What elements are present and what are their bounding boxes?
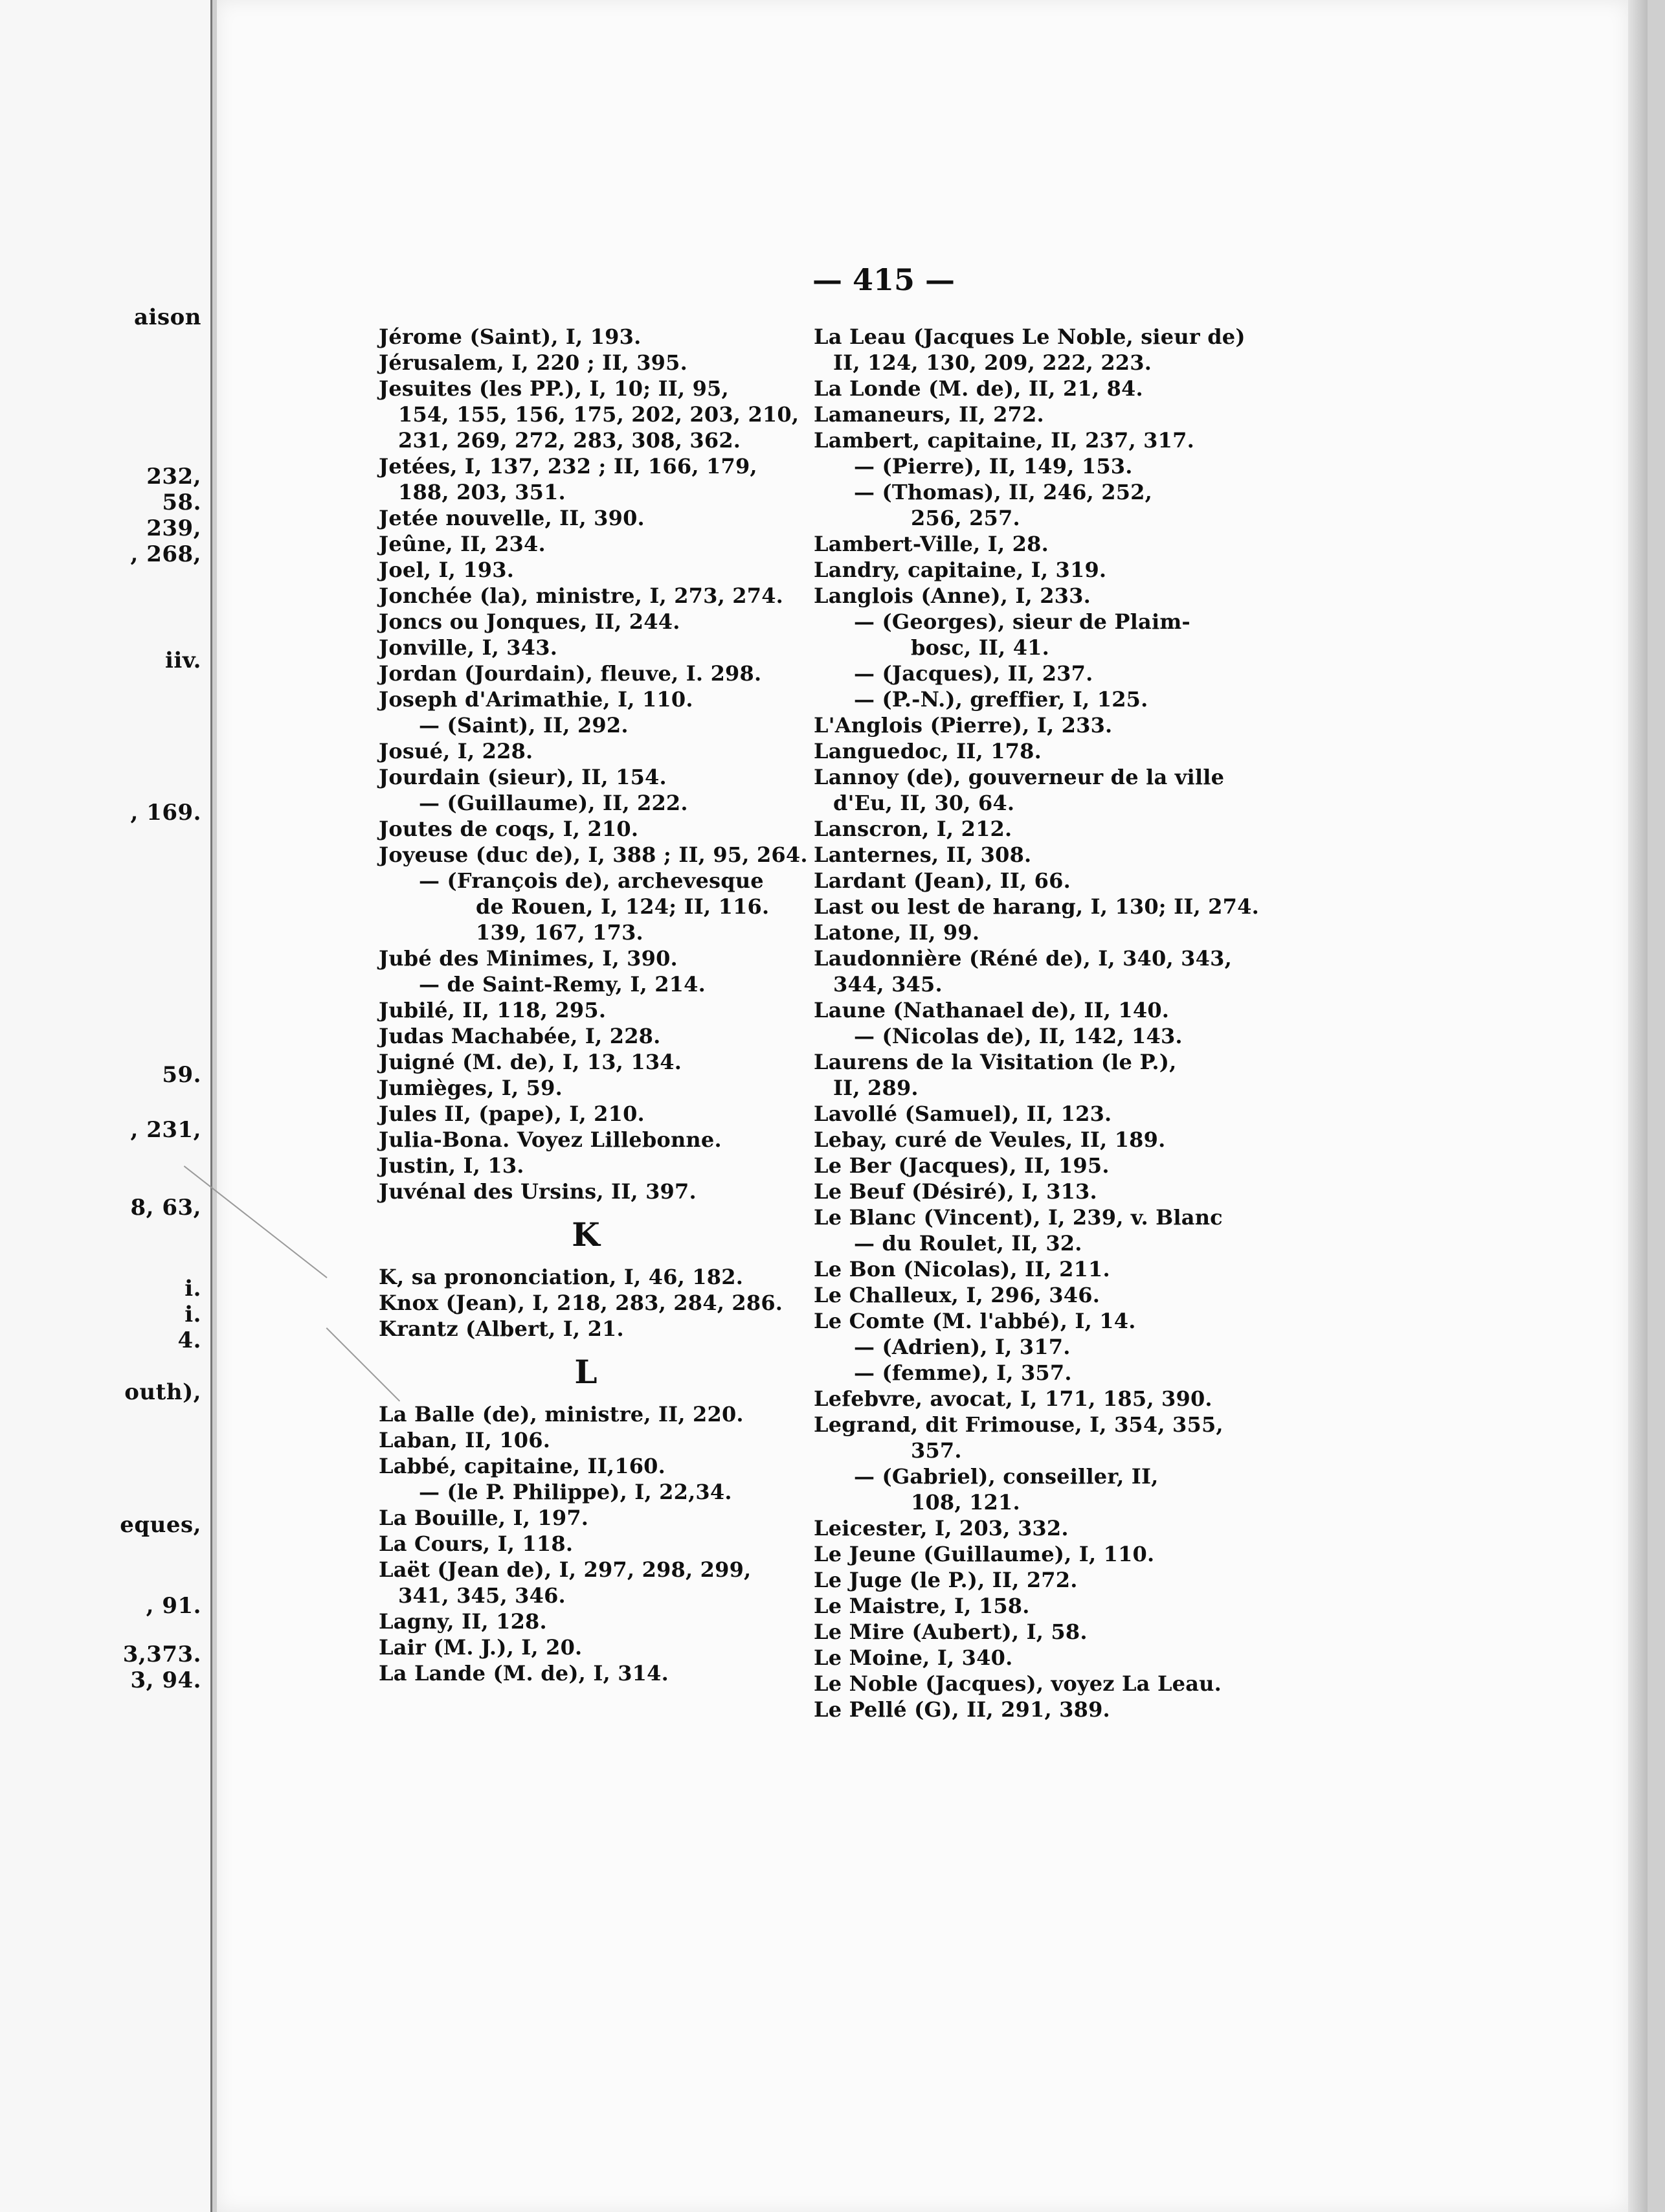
index-entry: L'Anglois (Pierre), I, 233. [814, 713, 1113, 738]
index-entry: Julia-Bona. Voyez Lillebonne. [379, 1127, 722, 1152]
index-entry: La Londe (M. de), II, 21, 84. [814, 376, 1143, 401]
index-entry: Lavollé (Samuel), II, 123. [814, 1101, 1112, 1126]
index-entry: Jubé des Minimes, I, 390. [379, 946, 678, 971]
index-entry: Jonville, I, 343. [379, 635, 558, 660]
index-entry: Le Mire (Aubert), I, 58. [814, 1620, 1088, 1644]
index-entry: 154, 155, 156, 175, 202, 203, 210, [398, 402, 799, 427]
index-entry: — (Adrien), I, 317. [854, 1335, 1071, 1359]
index-entry: — (Pierre), II, 149, 153. [854, 454, 1133, 479]
index-entry: Joseph d'Arimathie, I, 110. [379, 687, 693, 712]
index-entry: Lebay, curé de Veules, II, 189. [814, 1127, 1166, 1152]
index-entry: Le Maistre, I, 158. [814, 1594, 1030, 1618]
index-entry: Le Ber (Jacques), II, 195. [814, 1153, 1110, 1178]
index-entry: — (P.-N.), greffier, I, 125. [854, 687, 1148, 712]
previous-page-fragment: 59. [162, 1062, 201, 1088]
index-entry: Joyeuse (duc de), I, 388 ; II, 95, 264. [379, 842, 808, 867]
index-entry: Jeûne, II, 234. [379, 532, 546, 556]
index-entry: — (femme), I, 357. [854, 1360, 1072, 1385]
index-entry: Lannoy (de), gouverneur de la ville [814, 765, 1225, 789]
index-entry: 344, 345. [833, 972, 943, 997]
index-entry: II, 289. [833, 1076, 919, 1100]
index-entry: Le Bon (Nicolas), II, 211. [814, 1257, 1110, 1281]
index-entry: Le Jeune (Guillaume), I, 110. [814, 1542, 1155, 1566]
previous-page-fragment: 239, [146, 515, 201, 541]
index-entry: — du Roulet, II, 32. [854, 1231, 1082, 1256]
previous-page-fragment: eques, [120, 1512, 201, 1538]
index-entry: Joel, I, 193. [379, 558, 515, 582]
index-entry: Landry, capitaine, I, 319. [814, 558, 1107, 582]
index-entry: La Leau (Jacques Le Noble, sieur de) [814, 324, 1246, 349]
index-entry: Legrand, dit Frimouse, I, 354, 355, [814, 1412, 1224, 1437]
index-entry: Lefebvre, avocat, I, 171, 185, 390. [814, 1386, 1212, 1411]
index-entry: 357. [911, 1438, 962, 1463]
index-entry: Juvénal des Ursins, II, 397. [379, 1179, 697, 1204]
index-entry: Laune (Nathanael de), II, 140. [814, 998, 1170, 1022]
previous-page-fragment: i. [184, 1302, 201, 1327]
previous-page-fragment: 3,373. [122, 1642, 201, 1667]
index-entry: Jordan (Jourdain), fleuve, I. 298. [379, 661, 762, 686]
index-entry: Latone, II, 99. [814, 920, 980, 945]
index-entry: 341, 345, 346. [398, 1583, 566, 1608]
index-entry: Last ou lest de harang, I, 130; II, 274. [814, 894, 1259, 919]
index-entry: — de Saint-Remy, I, 214. [419, 972, 706, 997]
index-entry: Juigné (M. de), I, 13, 134. [379, 1050, 682, 1074]
index-entry: Jourdain (sieur), II, 154. [379, 765, 667, 789]
index-entry: Le Noble (Jacques), voyez La Leau. [814, 1671, 1222, 1696]
index-entry: de Rouen, I, 124; II, 116. [476, 894, 770, 919]
index-entry: Langlois (Anne), I, 233. [814, 583, 1091, 608]
index-entry: Laudonnière (Réné de), I, 340, 343, [814, 946, 1232, 971]
index-entry: — (Thomas), II, 246, 252, [854, 480, 1152, 504]
index-entry: II, 124, 130, 209, 222, 223. [833, 350, 1152, 375]
section-letter-heading: K [572, 1215, 600, 1254]
index-column-left [379, 324, 808, 1686]
index-entry: 256, 257. [911, 506, 1020, 530]
index-entry: — (François de), archevesque [419, 868, 764, 893]
index-entry: Lagny, II, 128. [379, 1609, 547, 1634]
index-entry: Le Challeux, I, 296, 346. [814, 1283, 1101, 1307]
index-entry: 139, 167, 173. [476, 920, 643, 945]
index-entry: La Balle (de), ministre, II, 220. [379, 1402, 744, 1427]
section-letter-heading: L [574, 1353, 598, 1391]
previous-page-fragment: 8, 63, [130, 1195, 201, 1221]
page-edge-shadow [1628, 0, 1648, 2212]
index-entry: Jubilé, II, 118, 295. [379, 998, 607, 1022]
index-entry: Laban, II, 106. [379, 1428, 551, 1452]
index-entry: Le Juge (le P.), II, 272. [814, 1568, 1078, 1592]
previous-page-fragment: , 268, [130, 541, 201, 567]
index-entry: Justin, I, 13. [379, 1153, 524, 1178]
previous-page-edge [0, 0, 212, 2212]
previous-page-fragment: , 169. [130, 800, 201, 826]
index-entry: Jules II, (pape), I, 210. [379, 1101, 645, 1126]
index-entry: Jérome (Saint), I, 193. [379, 324, 642, 349]
index-entry: Josué, I, 228. [379, 739, 533, 763]
index-entry: Knox (Jean), I, 218, 283, 284, 286. [379, 1291, 783, 1315]
index-entry: 188, 203, 351. [398, 480, 566, 504]
index-entry: La Lande (M. de), I, 314. [379, 1661, 669, 1686]
index-entry: K, sa prononciation, I, 46, 182. [379, 1265, 744, 1289]
index-entry: Lair (M. J.), I, 20. [379, 1635, 583, 1660]
index-entry: Le Beuf (Désiré), I, 313. [814, 1179, 1097, 1204]
previous-page-fragment: 4. [177, 1327, 201, 1353]
index-entry: d'Eu, II, 30, 64. [833, 791, 1015, 815]
index-entry: Le Pellé (G), II, 291, 389. [814, 1697, 1110, 1722]
previous-page-fragment: i. [184, 1276, 201, 1302]
index-entry: Jonchée (la), ministre, I, 273, 274. [379, 583, 784, 608]
index-entry: — (Gabriel), conseiller, II, [854, 1464, 1159, 1489]
previous-page-fragment: 232, [146, 464, 201, 490]
previous-page-fragment: outh), [124, 1379, 201, 1405]
index-entry: Le Blanc (Vincent), I, 239, v. Blanc [814, 1205, 1223, 1230]
index-entry: — (le P. Philippe), I, 22,34. [419, 1480, 732, 1504]
index-entry: Lanscron, I, 212. [814, 817, 1012, 841]
index-entry: — (Jacques), II, 237. [854, 661, 1093, 686]
index-entry: Lardant (Jean), II, 66. [814, 868, 1071, 893]
index-entry: — (Saint), II, 292. [419, 713, 629, 738]
previous-page-fragment: aison [134, 304, 201, 330]
index-entry: Le Moine, I, 340. [814, 1645, 1013, 1670]
index-entry: Joutes de coqs, I, 210. [379, 817, 639, 841]
index-entry: Leicester, I, 203, 332. [814, 1516, 1069, 1541]
index-entry: Jetées, I, 137, 232 ; II, 166, 179, [379, 454, 757, 479]
previous-page-fragment: 3, 94. [130, 1667, 201, 1693]
index-entry: Jesuites (les PP.), I, 10; II, 95, [379, 376, 729, 401]
index-entry: — (Guillaume), II, 222. [419, 791, 688, 815]
index-entry: Jumièges, I, 59. [379, 1076, 563, 1100]
index-entry: La Cours, I, 118. [379, 1531, 574, 1556]
previous-page-fragment: 58. [162, 490, 201, 515]
previous-page-fragment: , 231, [130, 1117, 201, 1143]
index-entry: La Bouille, I, 197. [379, 1506, 589, 1530]
index-entry: Krantz (Albert, I, 21. [379, 1316, 624, 1341]
index-entry: Lamaneurs, II, 272. [814, 402, 1044, 427]
index-column-right [814, 324, 1259, 1722]
page-number: — 415 — [812, 262, 955, 297]
index-page [217, 0, 1628, 2212]
index-entry: Jetée nouvelle, II, 390. [379, 506, 645, 530]
index-entry: Languedoc, II, 178. [814, 739, 1042, 763]
previous-page-fragment: , 91. [146, 1593, 201, 1619]
index-entry: Lambert, capitaine, II, 237, 317. [814, 428, 1194, 453]
index-entry: Laët (Jean de), I, 297, 298, 299, [379, 1557, 752, 1582]
index-entry: Lanternes, II, 308. [814, 842, 1032, 867]
index-entry: — (Georges), sieur de Plaim- [854, 609, 1190, 634]
index-entry: Lambert-Ville, I, 28. [814, 532, 1049, 556]
index-entry: Labbé, capitaine, II,160. [379, 1454, 665, 1478]
index-entry: bosc, II, 41. [911, 635, 1049, 660]
index-entry: — (Nicolas de), II, 142, 143. [854, 1024, 1183, 1048]
index-entry: Judas Machabée, I, 228. [379, 1024, 661, 1048]
index-entry: Le Comte (M. l'abbé), I, 14. [814, 1309, 1136, 1333]
index-entry: Jérusalem, I, 220 ; II, 395. [379, 350, 687, 375]
index-entry: 108, 121. [911, 1490, 1020, 1515]
previous-page-fragment: iiv. [164, 648, 201, 673]
index-entry: 231, 269, 272, 283, 308, 362. [398, 428, 741, 453]
index-entry: Laurens de la Visitation (le P.), [814, 1050, 1177, 1074]
index-entry: Joncs ou Jonques, II, 244. [379, 609, 680, 634]
